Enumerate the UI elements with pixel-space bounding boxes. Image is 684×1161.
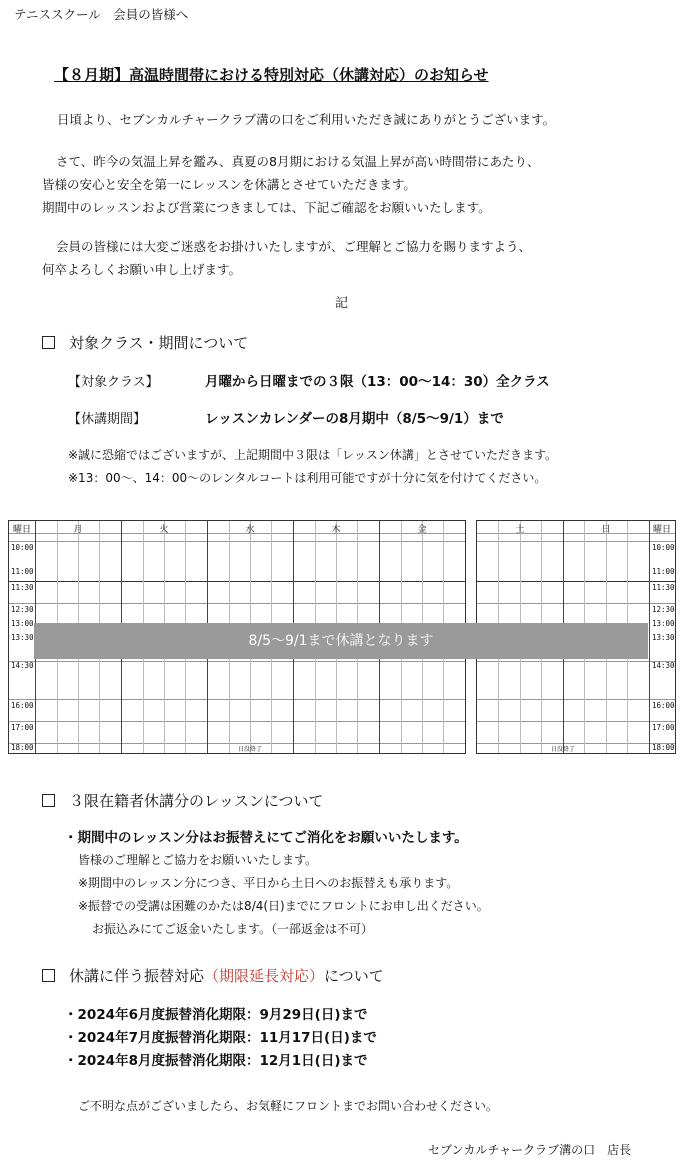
body-line-3: 期間中のレッスンおよび営業につきましては、下記ご確認をお願いいたします。 xyxy=(42,200,491,215)
time-label: 18:00 xyxy=(11,743,34,752)
target-class-value: 月曜から日曜までの３限（13：00～14：30）全クラス xyxy=(205,374,550,390)
closing-label: 日没終了 xyxy=(237,746,262,753)
day-tue: 火 xyxy=(159,525,169,535)
body-line-4: 会員の皆様には大変ご迷惑をお掛けいたしますが、ご理解とご協力を賜りますよう、 xyxy=(56,239,532,254)
time-label: 12:30 xyxy=(652,605,675,614)
time-label: 17:00 xyxy=(652,723,675,732)
day-thu: 木 xyxy=(331,525,341,535)
note-2: ※13：00～、14：00～のレンタルコートは利用可能ですが十分に気を付けてください。 xyxy=(68,471,547,485)
day-wed: 水 xyxy=(245,525,255,535)
page-title: 【８月期】高温時間帯における特別対応（休講対応）のお知らせ xyxy=(54,66,489,84)
section2-bullet: ・期間中のレッスン分はお振替えにてご消化をお願いいたします。 xyxy=(64,830,468,846)
time-label: 12:30 xyxy=(11,605,34,614)
closing-label: 日没終了 xyxy=(550,746,575,753)
signature: セブンカルチャークラブ溝の口 店長 xyxy=(428,1143,632,1157)
target-class-label: 【対象クラス】 xyxy=(68,375,159,390)
section1-heading: 対象クラス・期間について xyxy=(42,332,248,353)
section3-heading: 休講に伴う振替対応（期限延長対応）について xyxy=(42,965,384,986)
body-line-1: さて、昨今の気温上昇を鑑み、真夏の8月期における気温上昇が高い時間帯にあたり、 xyxy=(56,154,540,169)
period-label: 【休講期間】 xyxy=(68,412,147,427)
section2-line-2: ※期間中のレッスン分につき、平日から土日へのお振替えも承ります。 xyxy=(78,876,459,890)
time-label: 13:30 xyxy=(652,633,675,642)
day-sat: 土 xyxy=(515,525,525,535)
time-label: 13:30 xyxy=(11,633,34,642)
time-label: 11:00 xyxy=(11,567,34,576)
period-value: レッスンカレンダーの8月期中（8/5～9/1）まで xyxy=(205,411,504,427)
time-label: 11:30 xyxy=(652,583,675,592)
day-col-label: 曜日 xyxy=(12,525,31,535)
day-fri: 金 xyxy=(417,525,427,535)
time-label: 18:00 xyxy=(652,743,675,752)
deadline-july: ・2024年7月度振替消化期限：11月17日(日)まで xyxy=(64,1030,377,1046)
deadline-june: ・2024年6月度振替消化期限：9月29日(日)まで xyxy=(64,1007,368,1023)
time-label: 13:00 xyxy=(11,619,34,628)
day-sun: 日 xyxy=(601,525,611,535)
closure-banner: 8/5～9/1まで休講となります xyxy=(34,623,648,659)
section2-line-4: お振込みにてご返金いたします。（一部返金は不可） xyxy=(92,922,374,936)
extension-note: （期限延長対応） xyxy=(204,967,325,985)
body-line-5: 何卒よろしくお願い申し上げます。 xyxy=(42,262,242,277)
day-mon: 月 xyxy=(73,525,83,535)
addressee: テニススクール 会員の皆様へ xyxy=(14,7,189,22)
checkbox-icon xyxy=(42,336,55,349)
section2-line-1: 皆様のご理解とご協力をお願いいたします。 xyxy=(78,853,318,867)
time-label: 17:00 xyxy=(11,723,34,732)
time-label: 16:00 xyxy=(11,701,34,710)
time-label: 10:00 xyxy=(652,543,675,552)
time-label: 10:00 xyxy=(11,543,34,552)
section2-heading: ３限在籍者休講分のレッスンについて xyxy=(42,790,324,811)
checkbox-icon xyxy=(42,794,55,807)
closing-note: ご不明な点がございましたら、お気軽にフロントまでお問い合わせください。 xyxy=(78,1099,499,1113)
time-label: 11:30 xyxy=(11,583,34,592)
greeting: 日頃より、セブンカルチャークラブ溝の口をご利用いただき誠にありがとうございます。 xyxy=(57,112,556,127)
checkbox-icon xyxy=(42,969,55,982)
ki-mark: 記 xyxy=(335,296,349,311)
section2-line-3: ※振替での受講は困難のかたは8/4(日)までにフロントにお申し出ください。 xyxy=(78,899,489,913)
time-label: 14:30 xyxy=(11,661,34,670)
time-label: 14:30 xyxy=(652,661,675,670)
body-line-2: 皆様の安心と安全を第一にレッスンを休講とさせていただきます。 xyxy=(42,177,416,192)
time-label: 11:00 xyxy=(652,567,675,576)
day-col-label-right: 曜日 xyxy=(652,525,671,535)
note-1: ※誠に恐縮ではございますが、上記期間中３限は「レッスン休講」とさせていただきます。 xyxy=(68,448,557,462)
deadline-august: ・2024年8月度振替消化期限：12月1日(日)まで xyxy=(64,1053,368,1069)
time-label: 16:00 xyxy=(652,701,675,710)
time-label: 13:00 xyxy=(652,619,675,628)
